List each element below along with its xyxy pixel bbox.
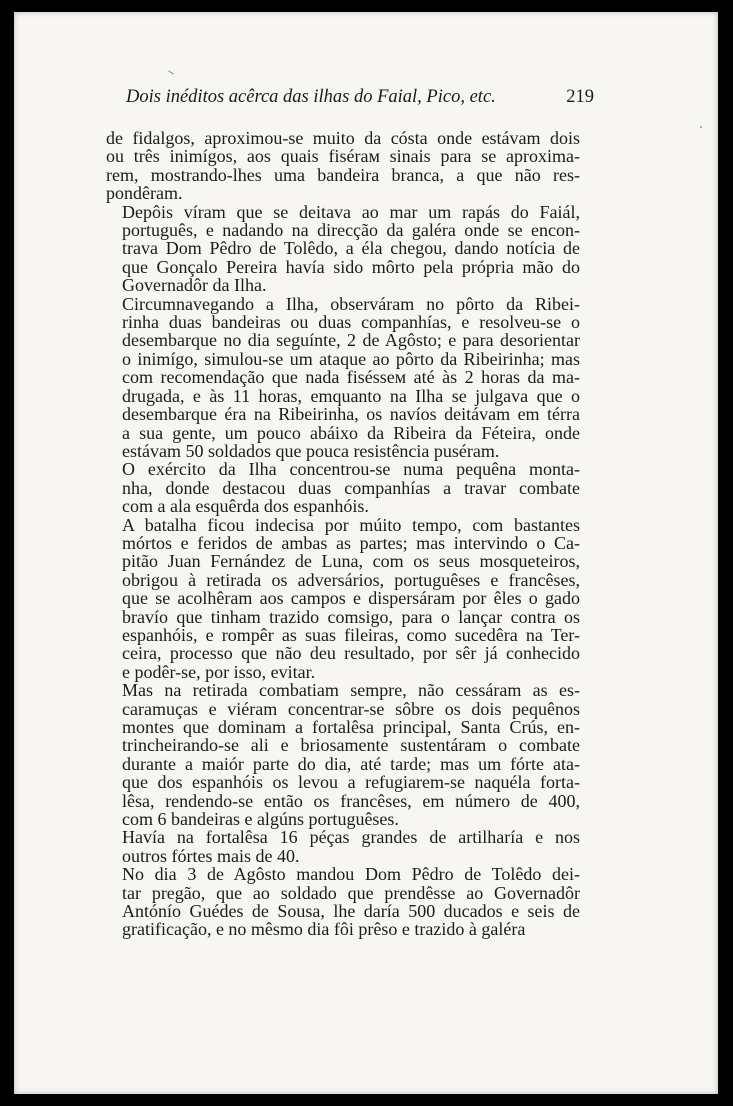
text-line: com recomendação que nada fisésseм até às 2 horas da ma- [122,367,580,388]
page-number: 219 [566,87,594,107]
text-line: pitão Juan Fernández de Luna, com os seus mosqueteiros, [122,551,580,572]
text-line: gratificação, e no mêsmo dia fôi prêso e trazido à galéra [122,919,526,940]
scan-speck [168,70,173,74]
text-line: e podêr-se, por isso, evitar. [122,661,316,682]
text-line: No dia 3 de Agôsto mandou Dom Pêdro de Tolêdo dei- [122,864,580,885]
text-line: a sua gente, um pouco abáixo da Ribeira da Féteira, onde [122,422,580,443]
text-line: pondêram. [106,183,183,204]
text-line: mórtos e feridos de ambas as partes; mas intervindo o Ca- [122,532,580,553]
text-line: obrigou à retirada os adversários, portuguêses e francêses, [122,569,580,590]
text-line: nha, donde destacou duas companhías a travar combate [122,477,580,498]
paragraph [106,203,580,295]
text-line: trincheirando-se ali e briosamente sustentáram o combate [122,735,580,756]
paragraph [106,460,580,515]
paragraph [106,516,580,682]
body-text [106,129,580,939]
paragraph [106,865,580,939]
paragraph [106,828,580,865]
text-line: português, e nadando na direcção da galéra onde se encon- [122,220,580,241]
text-line: Governadôr da Ilha. [122,275,267,296]
text-line: montes que dominam a fortalêsa principal, Santa Crús, en- [122,717,580,737]
text-line: que dos espanhóis os levou a refugiarem-se naquéla forta- [122,772,580,793]
text-line: Antónío Guédes de Sousa, lhe daría 500 ducados e seis de [122,901,580,922]
paragraph [106,295,580,461]
text-line: Mas na retirada combatiam sempre, não cessáram as es- [122,680,580,701]
text-line: com a ala esquêrda dos espanhóis. [122,496,369,517]
page-header [126,87,596,108]
text-line: Havía na fortalêsa 16 péças grandes de artilharía e nos [122,827,580,848]
text-line: ceira, processo que não deu resultado, por sêr já conhecido [122,643,580,664]
text-line: lêsa, rendendo-se então os francêses, em número de 400, [122,790,580,811]
text-line: rinha duas bandeiras ou duas companhías, e resolveu-se o [122,312,580,333]
text-line: desembarque éra na Ribeirinha, os navíos deitávam em térra [122,404,580,425]
text-line: caramuças e viéram concentrar-se sôbre os dois pequênos [122,698,580,719]
text-line: desembarque no dia seguínte, 2 de Agôsto; e para desorientar [122,330,580,351]
text-line: tar pregão, que ao soldado que prendêsse ao Governadôr [122,882,580,903]
text-line: drugada, e às 11 horas, emquanto na Ilha se julgava que o [122,385,580,406]
text-line: rem, mostrando-lhes uma bandeira branca, a que não res- [106,164,580,185]
text-line: trava Dom Pêdro de Tolêdo, a éla chegou, dando notícia de [122,238,580,259]
text-line: ou três inimígos, aos quais fisérам sinais para se aproxima- [106,146,580,167]
text-line: bravío que tinham trazido comsigo, para o lançar contra os [122,606,580,627]
text-line: de fidalgos, aproximou-se muito da cósta onde estávam dois [106,128,580,148]
paragraph [106,129,580,203]
text-line: com 6 bandeiras e algúns portuguêses. [122,809,399,830]
text-line: outros fórtes mais de 40. [122,845,300,866]
scan-speck [700,126,702,128]
paragraph [106,681,580,828]
text-line: o inimígo, simulou-se um ataque ao pôrto da Ribeirinha; mas [122,348,580,369]
text-line: que Gonçalo Pereira havía sido môrto pela própria mão do [122,256,580,277]
text-line: A batalha ficou indecisa por múito tempo, com bastantes [122,514,580,535]
text-line: durante a maiór parte do dia, até tarde; mas um fórte ata- [122,753,580,774]
text-line: Depôis víram que se deitava ao mar um rapás do Faiál, [122,201,580,222]
text-line: que se acolhêram aos campos e dispersáram por êles o gado [122,588,580,609]
running-title: Dois inéditos acêrca das ilhas do Faial, Pico, etc. [126,87,496,107]
text-line: Circumnavegando a Ilha, observáram no pôrto da Ribei- [122,293,580,314]
text-line: O exército da Ilha concentrou-se numa pequêna monta- [122,459,580,480]
text-line: espanhóis, e rompêr as suas fileiras, como sucedêra na Ter- [122,624,580,645]
text-line: estávam 50 soldados que pouca resistência puséram. [122,440,500,461]
